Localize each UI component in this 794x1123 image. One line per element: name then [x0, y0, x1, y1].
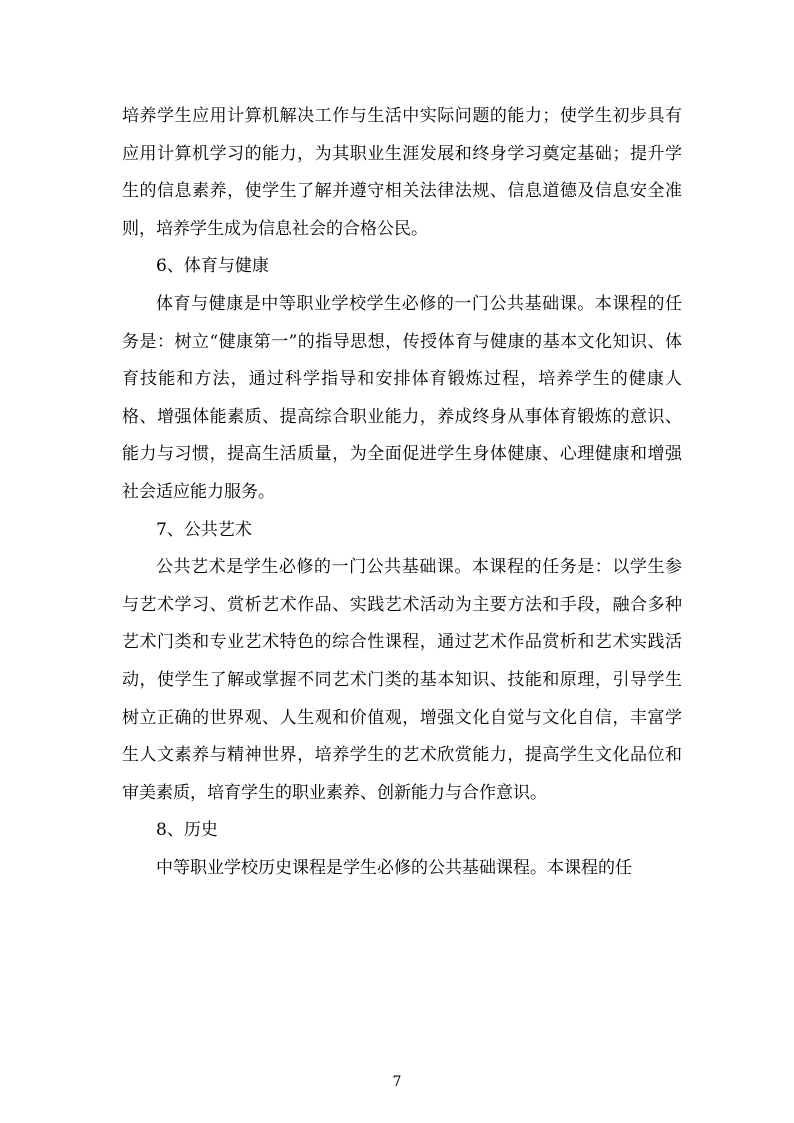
- section-heading-pe-health: 6、体育与健康: [156, 256, 269, 277]
- paragraph-public-art: 公共艺术是学生必修的一门公共基础课。本课程的任务是：以学生参与艺术学习、赏析艺术作品、实践艺术活动为主要方法和手段，融合多种艺术门类和专业艺术特色的综合性课程，通过艺术作品赏析和艺术实践活动，使学生了解或掌握不同艺术门类的基本知识、技能和原理，引导学生树立正确的世界观、人生观和价值观，增强文化自觉与文化自信，丰富学生人文素养与精神世界，培养学生的艺术欣赏能力，提高学生文化品位和审美素质，培育学生的职业素养、创新能力与合作意识。: [122, 557, 682, 803]
- section-heading-public-art: 7、公共艺术: [156, 519, 252, 540]
- page-number: 7: [392, 1074, 402, 1090]
- document-body: [122, 98, 682, 887]
- paragraph-info-tech-continued: 培养学生应用计算机解决工作与生活中实际问题的能力；使学生初步具有应用计算机学习的能力，为其职业生涯发展和终身学习奠定基础；提升学生的信息素养，使学生了解并遵守相关法律法规、信息道德及信息安全准则，培养学生成为信息社会的合格公民。: [122, 106, 682, 239]
- paragraph-history: 中等职业学校历史课程是学生必修的公共基础课程。本课程的任: [156, 857, 632, 878]
- paragraph-pe-health: 体育与健康是中等职业学校学生必修的一门公共基础课。本课程的任务是：树立“健康第一”的指导思想，传授体育与健康的基本文化知识、体育技能和方法，通过科学指导和安排体育锻炼过程，培养学生的健康人格、增强体能素质、提高综合职业能力，养成终身从事体育锻炼的意识、能力与习惯，提高生活质量，为全面促进学生身体健康、心理健康和增强社会适应能力服务。: [122, 293, 682, 502]
- section-heading-history: 8、历史: [156, 820, 218, 841]
